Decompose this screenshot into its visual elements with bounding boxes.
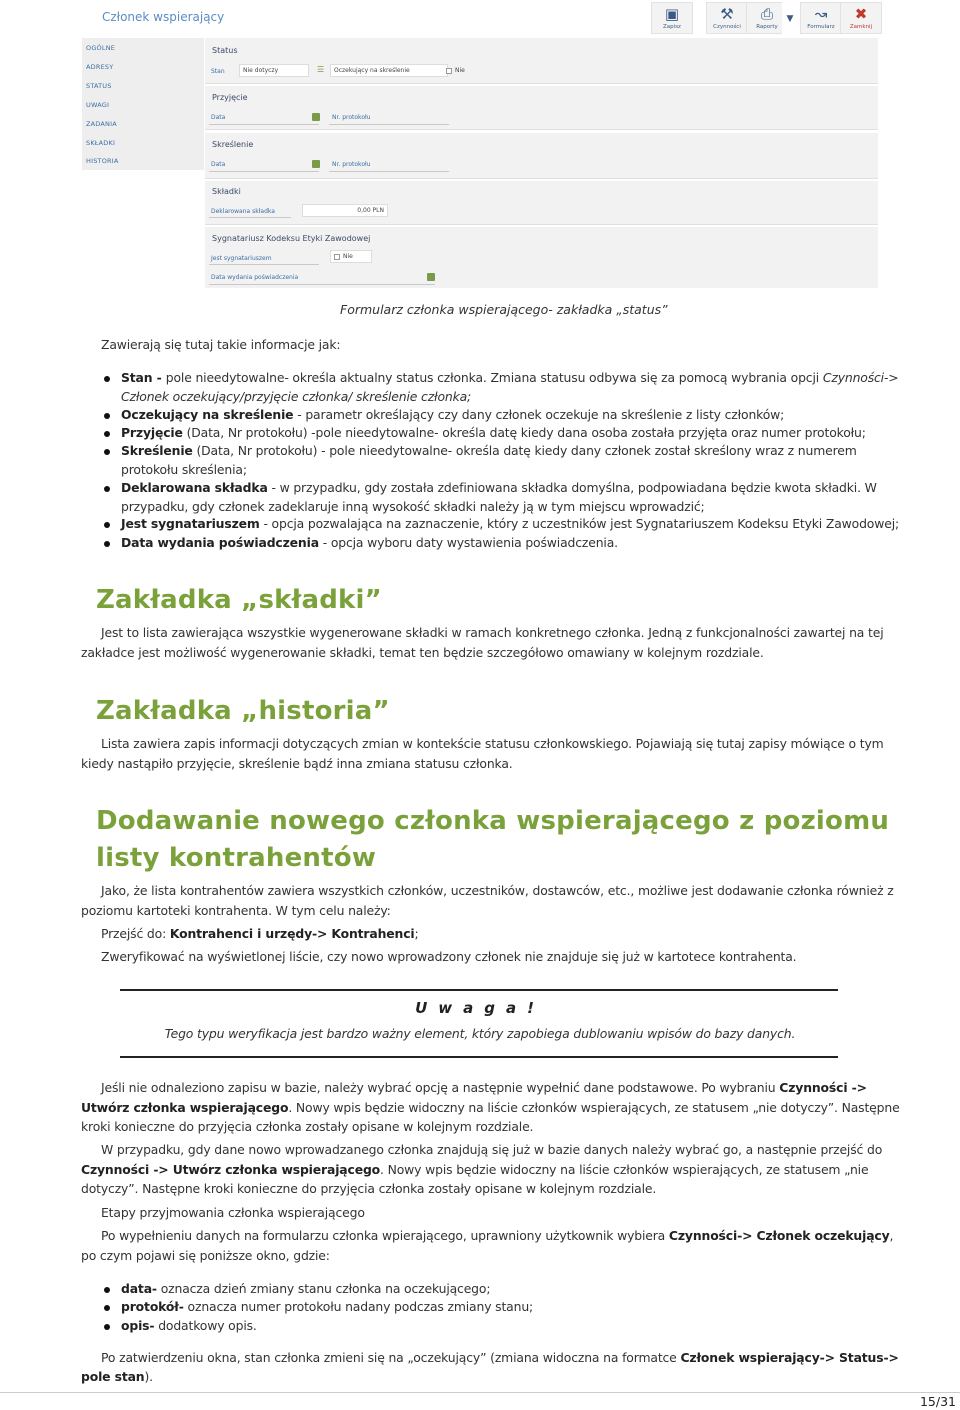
floppy-icon: ▣ [664, 5, 680, 23]
paragraph: Jest to lista zawierająca wszystkie wygenerowane składki w ramach konkretnego członka. Jedną z funkcjonalności zawartej na tej [101, 625, 884, 640]
list-item: Oczekujący na skreślenie - parametr określający czy dany członek oczekuje na skreślenie z listy członków; [121, 407, 785, 422]
wrench-icon: ⚒ [720, 5, 734, 23]
sidebar-item-uwagi[interactable]: UWAGI [86, 101, 110, 109]
bullet-icon [104, 1287, 110, 1293]
nr-protokolu-label: Nr. protokołu [332, 114, 371, 121]
przyjecie-section [205, 86, 878, 130]
section-title: Składki [212, 187, 241, 196]
sidebar-item-status[interactable]: STATUS [86, 82, 112, 90]
window-title: Członek wspierający [102, 10, 225, 24]
paragraph: Czynności -> Utwórz członka wspierającego. Nowy wpis będzie widoczny na liście członków wspierających, ze statusem „nie [81, 1162, 869, 1177]
paragraph: Utwórz członka wspierającego. Nowy wpis będzie widoczny na liście członków wspierających, ze statusem „nie dotyczy”. Następne [81, 1100, 900, 1115]
heading-dodawanie: Dodawanie nowego członka wspierającego z poziomu [96, 806, 890, 836]
bullet-icon [104, 522, 110, 528]
paragraph: kroki konieczne do przyjęcia członka zostały opisane w kolejnym rozdziale. [81, 1119, 534, 1134]
section-title: Przyjęcie [212, 93, 248, 102]
divider [120, 989, 838, 991]
paragraph: po czym pojawi się poniższe okno, gdzie: [81, 1248, 330, 1263]
paragraph: Lista zawiera zapis informacji dotyczących zmian w kontekście statusu członkowskiego. Pojawiają się tutaj zapisy mówiące o tym [101, 736, 884, 751]
section-title: Skreślenie [212, 140, 254, 149]
intro-text: Zawierają się tutaj takie informacje jak: [101, 337, 341, 352]
status-section [205, 38, 878, 84]
paragraph: Zweryfikować na wyświetlonej liście, czy nowo wprowadzony członek nie znajduje się już w kartotece kontrahenta. [101, 949, 797, 964]
data-wydania-label: Data wydania poświadczenia [211, 274, 299, 281]
bullet-icon [104, 449, 110, 455]
bullet-icon [104, 376, 110, 382]
list-item: Deklarowana składka - w przypadku, gdy została zdefiniowana składka domyślna, podpowiadana będzie kwota składki. W [121, 480, 877, 495]
list-item: Przyjęcie (Data, Nr protokołu) -pole nieedytowalne- określa datę kiedy dana osoba została przyjęta oraz numer protokołu; [121, 425, 866, 440]
warning-text: Tego typu weryfikacja jest bardzo ważny element, który zapobiega dublowaniu wpisów do bazy danych. [164, 1026, 796, 1041]
paragraph: Etapy przyjmowania członka wspierającego [101, 1205, 365, 1220]
paragraph: zakładce jest możliwość wygenerowanie składki, temat ten będzie szczegółowo omawiany w kolejnym rozdziale. [81, 645, 764, 660]
paragraph: Jako, że lista kontrahentów zawiera wszystkich członków, uczestników, dostawców, etc., możliwe jest dodawanie członka również z [101, 883, 894, 898]
close-icon: ✖ [854, 5, 868, 23]
checkbox-icon [446, 68, 452, 74]
deklarowana-field[interactable]: 0,00 PLN [302, 204, 388, 217]
chevron-down-icon: ▼ [786, 14, 794, 24]
calendar-icon[interactable] [312, 113, 320, 121]
heading-dodawanie-line2: listy kontrahentów [96, 843, 377, 873]
page-number: 15/31 [919, 1394, 956, 1409]
data-label: Data [211, 114, 226, 121]
figure-caption: Formularz członka wspierającego- zakładka „status” [340, 302, 668, 317]
sidebar-item-zadania[interactable]: ZADANIA [86, 120, 117, 128]
footer-divider [0, 1392, 960, 1393]
save-button[interactable]: ▣ Zapisz [651, 2, 693, 34]
divider [120, 1056, 838, 1058]
calendar-icon[interactable] [312, 160, 320, 168]
list-item-continuation: protokołu skreślenia; [121, 462, 247, 477]
paragraph: W przypadku, gdy dane nowo wprowadzanego członka znajdują się już w bazie danych należy wybrać go, a następnie przejść do [101, 1142, 883, 1157]
bullet-icon [104, 413, 110, 419]
paragraph: Jeśli nie odnaleziono zapisu w bazie, należy wybrać opcję a następnie wypełnić dane podstawowe. Po wybraniu Czynności -> [101, 1080, 867, 1095]
heading-historia: Zakładka „historia” [96, 696, 390, 726]
heading-skladki: Zakładka „składki” [96, 585, 382, 615]
list-item-continuation: Członek oczekujący/przyjęcie członka/ skreślenie członka; [121, 389, 472, 404]
bullet-icon [104, 541, 110, 547]
paragraph: Po wypełnieniu danych na formularzu członka wpierającego, uprawniony użytkownik wybiera Czynności-> Członek oczekujący, [101, 1228, 894, 1243]
list-item: protokół- oznacza numer protokołu nadany podczas zmiany stanu; [121, 1299, 534, 1314]
section-title: Sygnatariusz Kodeksu Etyki Zawodowej [212, 234, 371, 243]
bullet-icon [104, 486, 110, 492]
jest-sygnatariuszem-label: Jest sygnatariuszem [211, 255, 272, 262]
list-item: Data wydania poświadczenia - opcja wyboru daty wystawienia poświadczenia. [121, 535, 618, 550]
list-item: Stan - pole nieedytowalne- określa aktualny status członka. Zmiana statusu odbywa się za pomocą wybrania opcji Czynności-> [121, 370, 899, 385]
chart-icon: ↝ [814, 5, 828, 23]
printer-icon: ⎙ [760, 5, 773, 23]
oczekujacy-checkbox[interactable]: Nie [446, 67, 465, 74]
sidebar-item-adresy[interactable]: ADRESY [86, 63, 114, 71]
paragraph: Przejść do: Kontrahenci i urzędy-> Kontrahenci; [101, 926, 419, 941]
list-item: Jest sygnatariuszem - opcja pozwalająca na zaznaczenie, który z uczestników jest Sygnatariuszem Kodeksu Etyki Zawodowej; [121, 516, 900, 531]
list-item: opis- dodatkowy opis. [121, 1318, 257, 1333]
paragraph: poziomu kartoteki kontrahenta. W tym celu należy: [81, 903, 391, 918]
skladki-section [205, 181, 878, 225]
paragraph: kiedy nastąpiło przyjęcie, skreślenie bądź inna zmiana statusu członka. [81, 756, 513, 771]
reports-button[interactable]: ⎙ Raporty [746, 2, 788, 34]
data-label: Data [211, 161, 226, 168]
actions-button[interactable]: ⚒ Czynności [706, 2, 748, 34]
list-item: Skreślenie (Data, Nr protokołu) - pole nieedytowalne- określa datę kiedy dany członek został skreślony wraz z numerem [121, 443, 857, 458]
sidebar-item-skladki[interactable]: SKŁADKI [86, 139, 116, 147]
skreslenie-section [205, 133, 878, 179]
paragraph: pole stan). [81, 1369, 153, 1384]
close-button[interactable]: ✖ Zamknij [840, 2, 882, 34]
bullet-icon [104, 1305, 110, 1311]
form-button[interactable]: ↝ Formularz [800, 2, 842, 34]
deklarowana-label: Deklarowana składka [211, 208, 275, 215]
stan-field: Nie dotyczy [239, 64, 309, 77]
sygnatariusz-section [205, 227, 878, 288]
paragraph: dotyczy”. Następne kroki konieczne do przyjęcia członka zostały opisane w kolejnym rozdziale. [81, 1181, 657, 1196]
sidebar-item-historia[interactable]: HISTORIA [86, 157, 119, 165]
calendar-icon[interactable] [427, 273, 435, 281]
bullet-icon [104, 431, 110, 437]
oczekujacy-field: Oczekujący na skreślenie [330, 64, 448, 77]
field-label: Stan [211, 68, 225, 75]
bullet-icon [104, 1324, 110, 1330]
paragraph: Po zatwierdzeniu okna, stan członka zmieni się na „oczekujący” (zmiana widoczna na formatce Członek wspierający-> Status-> [101, 1350, 899, 1365]
reports-dropdown[interactable] [782, 2, 798, 34]
section-title: Status [212, 46, 238, 55]
sidebar-item-ogolne[interactable]: OGÓLNE [86, 44, 116, 52]
jest-sygnatariuszem-checkbox[interactable]: Nie [330, 250, 372, 263]
sidebar [82, 38, 204, 170]
checkbox-icon [334, 254, 340, 260]
list-item: data- oznacza dzień zmiany stanu członka na oczekującego; [121, 1281, 491, 1296]
list-icon: ☰ [317, 65, 325, 74]
warning-title: Uwaga! [415, 999, 545, 1017]
list-item-continuation: przypadku, gdy członek zadeklaruje inną wysokość składki należy ją w tym miejscu wprowadzić; [121, 499, 705, 514]
nr-protokolu-label: Nr. protokołu [332, 161, 371, 168]
